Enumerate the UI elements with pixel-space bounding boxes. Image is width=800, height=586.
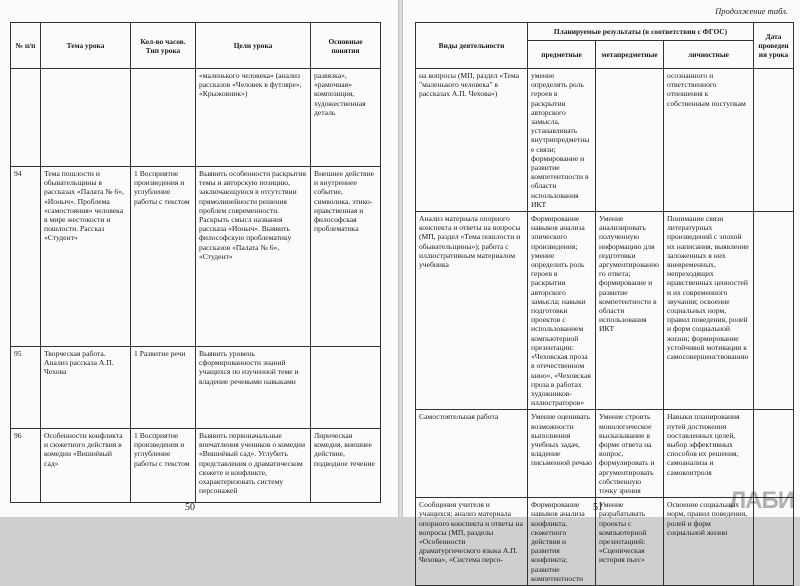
table-row xyxy=(11,347,381,429)
cell-concepts xyxy=(311,347,381,429)
cell-num: 95 xyxy=(11,347,41,429)
cell-date xyxy=(754,212,794,410)
header-personal: личностные xyxy=(664,41,754,69)
cell-topic: Творческая работа. Анализ рассказа А.П. Чехова xyxy=(41,347,131,429)
table-row xyxy=(11,429,381,503)
cell-subject: Формирование навыков анализа конфликта, сюжетного действия и развития конфликта; развитие компетентности xyxy=(528,498,596,586)
watermark-logo: ЛАБИ xyxy=(729,487,794,514)
cell-hours: 1 Восприятие произведения и углубление работы с текстом xyxy=(131,167,196,347)
right-page xyxy=(403,0,800,583)
page-number-left: 50 xyxy=(185,502,195,513)
cell-activities: Самостоятельная работа xyxy=(416,410,528,498)
cell-meta: Умение анализировать полученную информацию для подготовки аргументированного ответа; формирование и развитие компетентности в области использования ИКТ xyxy=(596,212,664,410)
cell-concepts: развязка», «рамочная» композиция, художественная деталь xyxy=(311,69,381,167)
cell-topic: Особенности конфликта и сюжетного действия в комедии «Вишнёвый сад» xyxy=(41,429,131,503)
cell-activities: Анализ материала опорного конспекта и ответы на вопросы (МП, раздел «Тема пошлости и обывательщины»); работа с иллюстративным материалом учебника xyxy=(416,212,528,410)
header-activities: Виды деятельности xyxy=(416,23,528,69)
cell-activities: на вопросы (МП, раздел «Тема "маленького человека" в рассказах А.П. Чехова») xyxy=(416,69,528,212)
table-row xyxy=(416,212,794,410)
cell-topic: Тема пошлости и обывательщины в рассказах «Палата № 6», «Ионыч». Проблема «самостояния» человека в мире жестокости и пошлости. Рассказ «Студент» xyxy=(41,167,131,347)
header-subject: предметные xyxy=(528,41,596,69)
header-date: Дата проведения урока xyxy=(754,23,794,69)
header-concepts: Основные понятия xyxy=(311,23,381,69)
cell-personal: Навыки планирования путей достижения поставленных целей, выбор эффективных способов их решения, самоанализа и самоконтроля xyxy=(664,410,754,498)
cell-hours xyxy=(131,69,196,167)
cell-goals: Выявить особенности раскрытия темы и авторскую позицию, заключающуюся в отсутствии прямолинейности решения проблем современности. Раскрыть смысл названия рассказа «Ионыч». Выявить философскую проблематику рассказов «Палата № 6», «Студент» xyxy=(196,167,311,347)
cell-concepts: Лирическая комедия, внешнее действие, подводное течение xyxy=(311,429,381,503)
cell-personal: Понимание связи литературных произведений с эпохой их написания, выявление заложенных в них вневременных, непреходящих нравственных ценностей и их современного звучания; освоение социальных норм, правил поведения, ролей и форм социальной жизни; формирование устойчивой мотивации к самосовершенствованию xyxy=(664,212,754,410)
header-hours: Кол-во часов. Тип урока xyxy=(131,23,196,69)
cell-meta: Умение разрабатывать проекты с компьютерной презентацией: «Сценическая история пьес» xyxy=(596,498,664,586)
header-goals: Цели урока xyxy=(196,23,311,69)
cell-num xyxy=(11,69,41,167)
cell-personal: осознанного и ответственного отношения к собственным поступкам xyxy=(664,69,754,212)
cell-subject: Формирование навыков анализа эпического произведения; умение определить роль героев в раскрытии авторского замысла; навыки подготовки проектов с использованием компьютерной презентации: «Чеховская проза в отечественном кино», «Чеховская проза в работах художников-иллюстраторов» xyxy=(528,212,596,410)
cell-date xyxy=(754,69,794,212)
left-page xyxy=(0,0,398,517)
header-meta: метапредметные xyxy=(596,41,664,69)
cell-subject: умение определять роль героев в раскрытии авторского замысла, устанавливать внутрипредметные связи; формирование и развитие компетентности в области использования ИКТ xyxy=(528,69,596,212)
header-num: № п/п xyxy=(11,23,41,69)
cell-activities: Сообщения учителя и учащихся; анализ материала опорного конспекта и ответы на вопросы (МП, разделы «Особенности драматургического языка А.П. Чехова», «Система персо- xyxy=(416,498,528,586)
header-topic: Тема урока xyxy=(41,23,131,69)
lessons-table-left xyxy=(10,22,381,503)
page-number-right: 51 xyxy=(593,502,603,513)
continuation-label: Продолжение табл. xyxy=(715,6,788,16)
header-planned: Планируемые результаты (в соответствии с ФГОС) xyxy=(528,23,754,41)
cell-hours: 1 Развитие речи xyxy=(131,347,196,429)
cell-concepts: Внешнее действие и внутреннее событие, символика, этико-нравственная и философская проблематика xyxy=(311,167,381,347)
cell-meta: Умение строить монологическое высказывание в форме ответа на вопрос, формулировать и аргументировать собственную точку зрения xyxy=(596,410,664,498)
table-row xyxy=(416,69,794,212)
cell-topic xyxy=(41,69,131,167)
cell-date xyxy=(754,410,794,498)
table-row xyxy=(11,167,381,347)
table-row xyxy=(11,69,381,167)
cell-subject: Умение оценивать возможности выполнения учебных задач, владение письменной речью xyxy=(528,410,596,498)
cell-goals: «маленького человека» (анализ рассказов «Человек в футляре», «Крыжовник») xyxy=(196,69,311,167)
cell-goals: Выявить первоначальные впечатления учеников о комедии «Вишнёвый сад». Углубить представления о драматическом сюжете и конфликте, охарактеризовать систему персонажей xyxy=(196,429,311,503)
cell-personal: Освоение социальных норм, правил поведения, ролей и форм социальной жизни xyxy=(664,498,754,586)
cell-meta xyxy=(596,69,664,212)
cell-hours: 1 Восприятие произведения и углубление работы с текстом xyxy=(131,429,196,503)
table-row xyxy=(416,410,794,498)
cell-num: 94 xyxy=(11,167,41,347)
cell-goals: Выявить уровень сформированности знаний учащихся по изученной теме и владение речевыми навыками xyxy=(196,347,311,429)
cell-num: 96 xyxy=(11,429,41,503)
